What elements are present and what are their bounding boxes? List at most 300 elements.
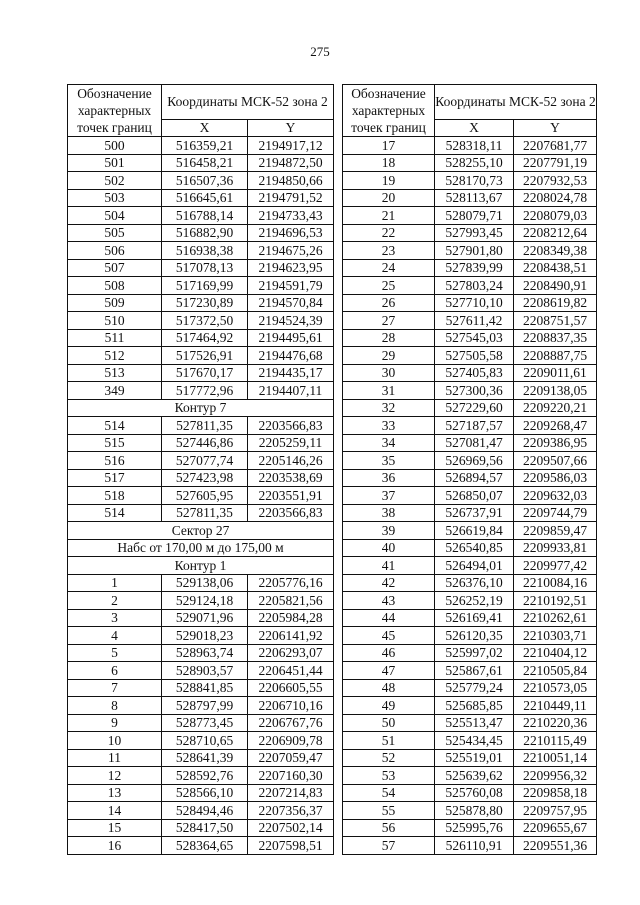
x-coordinate-cell: 527611,42 — [435, 312, 514, 330]
point-id-cell: 11 — [68, 749, 162, 767]
point-id-cell: 5 — [68, 644, 162, 662]
point-id-cell: 54 — [343, 784, 435, 802]
group-row — [68, 522, 334, 540]
x-coordinate-cell: 517772,96 — [162, 382, 248, 400]
table-row — [68, 487, 334, 505]
y-coordinate-cell: 2207160,30 — [248, 767, 334, 785]
x-coordinate-cell: 526969,56 — [435, 452, 514, 470]
table-row — [343, 382, 597, 400]
table-row — [343, 767, 597, 785]
table-row — [68, 697, 334, 715]
y-coordinate-cell: 2194696,53 — [248, 224, 334, 242]
x-coordinate-cell: 516645,61 — [162, 189, 248, 207]
x-coordinate-cell: 517670,17 — [162, 364, 248, 382]
point-id-cell: 53 — [343, 767, 435, 785]
y-coordinate-cell: 2210192,51 — [514, 592, 597, 610]
point-id-cell: 51 — [343, 732, 435, 750]
y-coordinate-cell: 2210449,11 — [514, 697, 597, 715]
x-coordinate-cell: 525878,80 — [435, 802, 514, 820]
point-id-cell: 1 — [68, 574, 162, 592]
point-id-cell: 49 — [343, 697, 435, 715]
x-coordinate-cell: 528494,46 — [162, 802, 248, 820]
x-coordinate-cell: 528710,65 — [162, 732, 248, 750]
x-coordinate-cell: 525639,62 — [435, 767, 514, 785]
y-coordinate-cell: 2209655,67 — [514, 819, 597, 837]
y-coordinate-cell: 2207356,37 — [248, 802, 334, 820]
table-row — [68, 609, 334, 627]
y-coordinate-cell: 2206909,78 — [248, 732, 334, 750]
y-coordinate-cell: 2206293,07 — [248, 644, 334, 662]
table-row — [68, 469, 334, 487]
table-row — [343, 714, 597, 732]
table-row — [343, 137, 597, 155]
table-row — [68, 784, 334, 802]
table-row — [68, 259, 334, 277]
table-row — [68, 382, 334, 400]
point-id-cell: 500 — [68, 137, 162, 155]
y-coordinate-cell: 2210115,49 — [514, 732, 597, 750]
point-id-cell: 517 — [68, 469, 162, 487]
table-row — [343, 434, 597, 452]
x-coordinate-cell: 516359,21 — [162, 137, 248, 155]
x-coordinate-cell: 528170,73 — [435, 172, 514, 190]
y-coordinate-cell: 2203566,83 — [248, 504, 334, 522]
point-id-cell: 4 — [68, 627, 162, 645]
y-coordinate-cell: 2209586,03 — [514, 469, 597, 487]
x-coordinate-cell: 527505,58 — [435, 347, 514, 365]
y-coordinate-cell: 2210505,84 — [514, 662, 597, 680]
table-row — [343, 504, 597, 522]
point-id-cell: 57 — [343, 837, 435, 855]
table-row — [343, 627, 597, 645]
x-coordinate-cell: 526376,10 — [435, 574, 514, 592]
x-coordinate-cell: 528797,99 — [162, 697, 248, 715]
table-row — [343, 242, 597, 260]
point-id-cell: 349 — [68, 382, 162, 400]
table-row — [343, 364, 597, 382]
point-id-cell: 6 — [68, 662, 162, 680]
point-id-cell: 34 — [343, 434, 435, 452]
x-coordinate-cell: 527405,83 — [435, 364, 514, 382]
x-coordinate-cell: 528318,11 — [435, 137, 514, 155]
y-header: Y — [248, 119, 334, 137]
x-coordinate-cell: 527811,35 — [162, 417, 248, 435]
x-coordinate-cell: 526252,19 — [435, 592, 514, 610]
y-coordinate-cell: 2208751,57 — [514, 312, 597, 330]
point-id-cell: 514 — [68, 417, 162, 435]
x-coordinate-cell: 527423,98 — [162, 469, 248, 487]
table-row — [343, 837, 597, 855]
x-coordinate-cell: 526737,91 — [435, 504, 514, 522]
point-id-cell: 26 — [343, 294, 435, 312]
table-row — [68, 189, 334, 207]
point-id-cell: 19 — [343, 172, 435, 190]
table-row — [68, 732, 334, 750]
x-coordinate-cell: 527229,60 — [435, 399, 514, 417]
y-coordinate-cell: 2194570,84 — [248, 294, 334, 312]
table-row — [68, 767, 334, 785]
table-row — [68, 504, 334, 522]
y-coordinate-cell: 2209011,61 — [514, 364, 597, 382]
table-row — [68, 137, 334, 155]
point-id-cell: 36 — [343, 469, 435, 487]
point-id-cell: 41 — [343, 557, 435, 575]
x-coordinate-cell: 529018,23 — [162, 627, 248, 645]
x-coordinate-cell: 526540,85 — [435, 539, 514, 557]
table-row — [68, 277, 334, 295]
table-row — [68, 224, 334, 242]
table-row — [68, 207, 334, 225]
x-coordinate-cell: 528079,71 — [435, 207, 514, 225]
group-row — [68, 557, 334, 575]
point-id-cell: 21 — [343, 207, 435, 225]
x-coordinate-cell: 528417,50 — [162, 819, 248, 837]
y-coordinate-cell: 2208024,78 — [514, 189, 597, 207]
y-coordinate-cell: 2194917,12 — [248, 137, 334, 155]
y-coordinate-cell: 2194733,43 — [248, 207, 334, 225]
y-coordinate-cell: 2209858,18 — [514, 784, 597, 802]
x-coordinate-cell: 525434,45 — [435, 732, 514, 750]
x-coordinate-cell: 517464,92 — [162, 329, 248, 347]
x-coordinate-cell: 527605,95 — [162, 487, 248, 505]
table-row — [343, 207, 597, 225]
x-coordinate-cell: 528592,76 — [162, 767, 248, 785]
x-coordinate-cell: 527710,10 — [435, 294, 514, 312]
y-coordinate-cell: 2209268,47 — [514, 417, 597, 435]
x-coordinate-cell: 516458,21 — [162, 154, 248, 172]
x-coordinate-cell: 526110,91 — [435, 837, 514, 855]
y-coordinate-cell: 2206451,44 — [248, 662, 334, 680]
x-coordinate-cell: 529071,96 — [162, 609, 248, 627]
x-coordinate-cell: 528841,85 — [162, 679, 248, 697]
table-header — [68, 85, 334, 137]
group-row — [68, 539, 334, 557]
table-row — [343, 452, 597, 470]
point-id-cell: 503 — [68, 189, 162, 207]
x-coordinate-cell: 528903,57 — [162, 662, 248, 680]
x-coordinate-cell: 527077,74 — [162, 452, 248, 470]
table-row — [343, 784, 597, 802]
y-coordinate-cell: 2203566,83 — [248, 417, 334, 435]
table-header — [343, 85, 597, 137]
point-id-cell: 35 — [343, 452, 435, 470]
point-id-cell: 23 — [343, 242, 435, 260]
y-coordinate-cell: 2210573,05 — [514, 679, 597, 697]
point-id-cell: 24 — [343, 259, 435, 277]
x-coordinate-cell: 529124,18 — [162, 592, 248, 610]
point-id-cell: 512 — [68, 347, 162, 365]
y-coordinate-cell: 2210404,12 — [514, 644, 597, 662]
y-coordinate-cell: 2209977,42 — [514, 557, 597, 575]
table-row — [68, 644, 334, 662]
point-id-cell: 56 — [343, 819, 435, 837]
y-coordinate-cell: 2209933,81 — [514, 539, 597, 557]
y-coordinate-cell: 2209551,36 — [514, 837, 597, 855]
point-id-cell: 17 — [343, 137, 435, 155]
x-coordinate-cell: 517372,50 — [162, 312, 248, 330]
table-row — [343, 662, 597, 680]
y-coordinate-cell: 2194591,79 — [248, 277, 334, 295]
x-coordinate-cell: 527839,99 — [435, 259, 514, 277]
y-coordinate-cell: 2210220,36 — [514, 714, 597, 732]
point-id-cell: 511 — [68, 329, 162, 347]
x-coordinate-cell: 527993,45 — [435, 224, 514, 242]
x-coordinate-cell: 516788,14 — [162, 207, 248, 225]
point-id-cell: 50 — [343, 714, 435, 732]
y-coordinate-cell: 2203551,91 — [248, 487, 334, 505]
y-coordinate-cell: 2194435,17 — [248, 364, 334, 382]
point-id-cell: 40 — [343, 539, 435, 557]
x-coordinate-cell: 527081,47 — [435, 434, 514, 452]
x-coordinate-cell: 525760,08 — [435, 784, 514, 802]
point-id-cell: 46 — [343, 644, 435, 662]
table-row — [68, 417, 334, 435]
point-id-cell: 507 — [68, 259, 162, 277]
y-coordinate-cell: 2194791,52 — [248, 189, 334, 207]
y-coordinate-cell: 2194495,61 — [248, 329, 334, 347]
table-row — [343, 259, 597, 277]
table-row — [343, 539, 597, 557]
point-id-cell: 29 — [343, 347, 435, 365]
table-row — [343, 487, 597, 505]
table-row — [343, 154, 597, 172]
point-id-cell: 510 — [68, 312, 162, 330]
y-coordinate-cell: 2207681,77 — [514, 137, 597, 155]
table-row — [68, 347, 334, 365]
y-coordinate-cell: 2194476,68 — [248, 347, 334, 365]
point-id-cell: 509 — [68, 294, 162, 312]
coordinates-header: Координаты МСК-52 зона 2 — [435, 85, 597, 120]
table-row — [343, 679, 597, 697]
x-header: X — [162, 119, 248, 137]
x-coordinate-cell: 527300,36 — [435, 382, 514, 400]
table-row — [68, 452, 334, 470]
table-row — [343, 644, 597, 662]
point-id-cell: 37 — [343, 487, 435, 505]
table-row — [343, 522, 597, 540]
table-row — [343, 697, 597, 715]
table-row — [68, 802, 334, 820]
group-label: Контур 7 — [68, 399, 334, 417]
x-coordinate-cell: 527187,57 — [435, 417, 514, 435]
table-row — [343, 294, 597, 312]
x-coordinate-cell: 526619,84 — [435, 522, 514, 540]
point-id-cell: 501 — [68, 154, 162, 172]
table-row — [343, 224, 597, 242]
x-coordinate-cell: 525685,85 — [435, 697, 514, 715]
x-coordinate-cell: 525519,01 — [435, 749, 514, 767]
table-body — [68, 137, 334, 855]
x-coordinate-cell: 526850,07 — [435, 487, 514, 505]
x-coordinate-cell: 528566,10 — [162, 784, 248, 802]
point-id-cell: 48 — [343, 679, 435, 697]
y-coordinate-cell: 2203538,69 — [248, 469, 334, 487]
table-row — [68, 312, 334, 330]
y-coordinate-cell: 2209757,95 — [514, 802, 597, 820]
y-coordinate-cell: 2206141,92 — [248, 627, 334, 645]
table-row — [343, 819, 597, 837]
point-id-cell: 515 — [68, 434, 162, 452]
table-row — [343, 347, 597, 365]
y-coordinate-cell: 2208438,51 — [514, 259, 597, 277]
y-coordinate-cell: 2207214,83 — [248, 784, 334, 802]
y-coordinate-cell: 2194407,11 — [248, 382, 334, 400]
x-coordinate-cell: 528963,74 — [162, 644, 248, 662]
group-label: Набс от 170,00 м до 175,00 м — [68, 539, 334, 557]
y-header: Y — [514, 119, 597, 137]
point-id-cell: 44 — [343, 609, 435, 627]
table-row — [68, 329, 334, 347]
table-row — [68, 819, 334, 837]
y-coordinate-cell: 2209632,03 — [514, 487, 597, 505]
designation-header: Обозначение характерных точек границ — [343, 85, 435, 137]
point-id-cell: 22 — [343, 224, 435, 242]
x-coordinate-cell: 526120,35 — [435, 627, 514, 645]
y-coordinate-cell: 2194675,26 — [248, 242, 334, 260]
point-id-cell: 52 — [343, 749, 435, 767]
y-coordinate-cell: 2208837,35 — [514, 329, 597, 347]
x-coordinate-cell: 528773,45 — [162, 714, 248, 732]
y-coordinate-cell: 2206605,55 — [248, 679, 334, 697]
y-coordinate-cell: 2208349,38 — [514, 242, 597, 260]
page-number: 275 — [310, 44, 330, 59]
table-row — [68, 662, 334, 680]
table-row — [343, 749, 597, 767]
y-coordinate-cell: 2210051,14 — [514, 749, 597, 767]
y-coordinate-cell: 2208887,75 — [514, 347, 597, 365]
point-id-cell: 10 — [68, 732, 162, 750]
point-id-cell: 27 — [343, 312, 435, 330]
y-coordinate-cell: 2205146,26 — [248, 452, 334, 470]
x-coordinate-cell: 528113,67 — [435, 189, 514, 207]
table-row — [343, 469, 597, 487]
point-id-cell: 3 — [68, 609, 162, 627]
table-row — [343, 592, 597, 610]
y-coordinate-cell: 2205821,56 — [248, 592, 334, 610]
y-coordinate-cell: 2209859,47 — [514, 522, 597, 540]
x-coordinate-cell: 528641,39 — [162, 749, 248, 767]
point-id-cell: 39 — [343, 522, 435, 540]
x-coordinate-cell: 525513,47 — [435, 714, 514, 732]
point-id-cell: 502 — [68, 172, 162, 190]
coordinates-header: Координаты МСК-52 зона 2 — [162, 85, 334, 120]
y-coordinate-cell: 2209386,95 — [514, 434, 597, 452]
table-row — [68, 434, 334, 452]
table-row — [343, 732, 597, 750]
x-coordinate-cell: 526894,57 — [435, 469, 514, 487]
group-row — [68, 399, 334, 417]
group-label: Контур 1 — [68, 557, 334, 575]
y-coordinate-cell: 2194623,95 — [248, 259, 334, 277]
table-row — [343, 802, 597, 820]
table-row — [68, 627, 334, 645]
y-coordinate-cell: 2209138,05 — [514, 382, 597, 400]
group-label: Сектор 27 — [68, 522, 334, 540]
y-coordinate-cell: 2209507,66 — [514, 452, 597, 470]
y-coordinate-cell: 2208079,03 — [514, 207, 597, 225]
x-coordinate-cell: 525995,76 — [435, 819, 514, 837]
y-coordinate-cell: 2194872,50 — [248, 154, 334, 172]
y-coordinate-cell: 2209956,32 — [514, 767, 597, 785]
point-id-cell: 14 — [68, 802, 162, 820]
designation-header: Обозначение характерных точек границ — [68, 85, 162, 137]
y-coordinate-cell: 2209220,21 — [514, 399, 597, 417]
point-id-cell: 42 — [343, 574, 435, 592]
x-coordinate-cell: 516882,90 — [162, 224, 248, 242]
x-coordinate-cell: 517078,13 — [162, 259, 248, 277]
y-coordinate-cell: 2207932,53 — [514, 172, 597, 190]
x-coordinate-cell: 527446,86 — [162, 434, 248, 452]
y-coordinate-cell: 2205259,11 — [248, 434, 334, 452]
point-id-cell: 33 — [343, 417, 435, 435]
table-row — [343, 277, 597, 295]
coordinates-table-left — [67, 84, 334, 855]
y-coordinate-cell: 2210303,71 — [514, 627, 597, 645]
y-coordinate-cell: 2208212,64 — [514, 224, 597, 242]
table-row — [343, 189, 597, 207]
table-row — [343, 399, 597, 417]
x-coordinate-cell: 516938,38 — [162, 242, 248, 260]
point-id-cell: 28 — [343, 329, 435, 347]
y-coordinate-cell: 2207791,19 — [514, 154, 597, 172]
point-id-cell: 32 — [343, 399, 435, 417]
y-coordinate-cell: 2206710,16 — [248, 697, 334, 715]
table-row — [343, 312, 597, 330]
y-coordinate-cell: 2205984,28 — [248, 609, 334, 627]
point-id-cell: 508 — [68, 277, 162, 295]
table-row — [68, 749, 334, 767]
table-row — [343, 329, 597, 347]
x-coordinate-cell: 527803,24 — [435, 277, 514, 295]
x-coordinate-cell: 517526,91 — [162, 347, 248, 365]
table-row — [68, 154, 334, 172]
x-coordinate-cell: 528255,10 — [435, 154, 514, 172]
point-id-cell: 7 — [68, 679, 162, 697]
point-id-cell: 43 — [343, 592, 435, 610]
point-id-cell: 25 — [343, 277, 435, 295]
x-coordinate-cell: 525867,61 — [435, 662, 514, 680]
x-coordinate-cell: 529138,06 — [162, 574, 248, 592]
point-id-cell: 9 — [68, 714, 162, 732]
y-coordinate-cell: 2194850,66 — [248, 172, 334, 190]
point-id-cell: 18 — [343, 154, 435, 172]
y-coordinate-cell: 2207598,51 — [248, 837, 334, 855]
x-coordinate-cell: 525997,02 — [435, 644, 514, 662]
point-id-cell: 513 — [68, 364, 162, 382]
point-id-cell: 505 — [68, 224, 162, 242]
x-coordinate-cell: 527545,03 — [435, 329, 514, 347]
point-id-cell: 45 — [343, 627, 435, 645]
table-row — [343, 557, 597, 575]
x-coordinate-cell: 528364,65 — [162, 837, 248, 855]
table-row — [343, 172, 597, 190]
table-row — [68, 714, 334, 732]
y-coordinate-cell: 2210084,16 — [514, 574, 597, 592]
x-coordinate-cell: 517230,89 — [162, 294, 248, 312]
point-id-cell: 12 — [68, 767, 162, 785]
table-row — [68, 592, 334, 610]
point-id-cell: 518 — [68, 487, 162, 505]
x-coordinate-cell: 517169,99 — [162, 277, 248, 295]
point-id-cell: 13 — [68, 784, 162, 802]
y-coordinate-cell: 2208490,91 — [514, 277, 597, 295]
table-row — [68, 679, 334, 697]
table-row — [68, 294, 334, 312]
x-coordinate-cell: 516507,36 — [162, 172, 248, 190]
point-id-cell: 55 — [343, 802, 435, 820]
point-id-cell: 30 — [343, 364, 435, 382]
y-coordinate-cell: 2205776,16 — [248, 574, 334, 592]
